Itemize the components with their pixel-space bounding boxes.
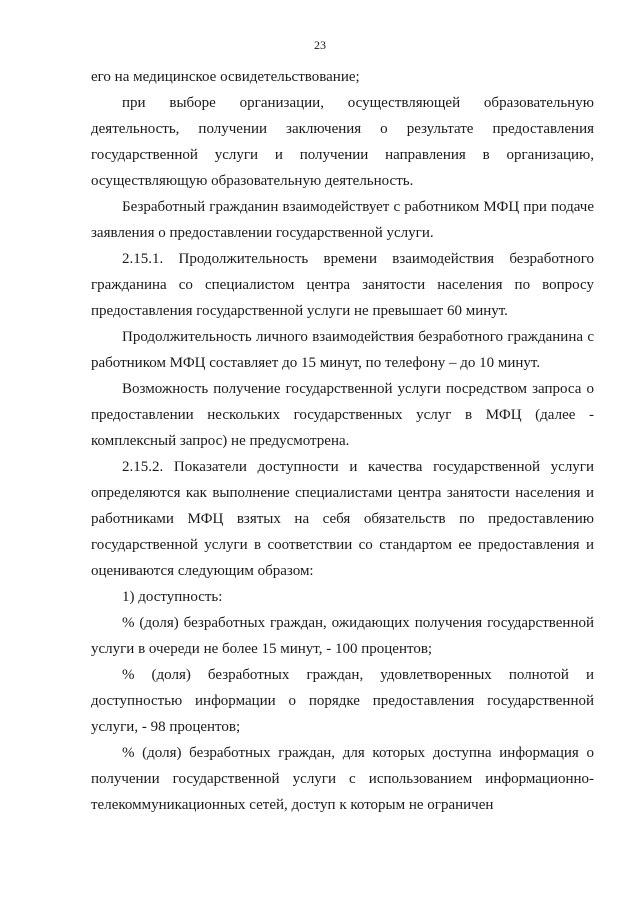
paragraph-section-2-15-2: 2.15.2. Показатели доступности и качества государственной услуги определяются как выполнение специалистами центра занятости населения и работниками МФЦ взятых на себя обязательств по предоставлению государственной услуги в соответствии со стандартом ее предоставления и оцениваются следующим образом: — [91, 459, 594, 579]
page-number: 23 — [314, 38, 326, 52]
paragraph: Возможность получение государственной услуги посредством запроса о предоставлении нескольких государственных услуг в МФЦ (далее - комплексный запрос) не предусмотрена. — [91, 381, 594, 449]
paragraph: при выборе организации, осуществляющей образовательную деятельность, получении заключения о результате предоставления государственной услуги и получении направления в организацию, осуществляющую образовательную деятельность. — [91, 95, 594, 189]
paragraph: его на медицинское освидетельствование; — [91, 69, 360, 85]
document-body — [91, 64, 594, 818]
list-item: % (доля) безработных граждан, для которых доступна информация о получении государственной услуги с использованием информационно-телекоммуникационных сетей, доступ к которым не ограничен — [91, 745, 594, 813]
paragraph: Безработный гражданин взаимодействует с работником МФЦ при подаче заявления о предоставлении государственной услуги. — [91, 199, 594, 241]
list-item: % (доля) безработных граждан, ожидающих получения государственной услуги в очереди не более 15 минут, - 100 процентов; — [91, 615, 594, 657]
paragraph-section-2-15-1: 2.15.1. Продолжительность времени взаимодействия безработного гражданина со специалистом центра занятости населения по вопросу предоставления государственной услуги не превышает 60 минут. — [91, 251, 594, 319]
list-heading-accessibility: 1) доступность: — [122, 589, 223, 605]
list-item: % (доля) безработных граждан, удовлетворенных полнотой и доступностью информации о порядке предоставления государственной услуги, - 98 процентов; — [91, 667, 594, 735]
paragraph: Продолжительность личного взаимодействия безработного гражданина с работником МФЦ составляет до 15 минут, по телефону – до 10 минут. — [91, 329, 594, 371]
